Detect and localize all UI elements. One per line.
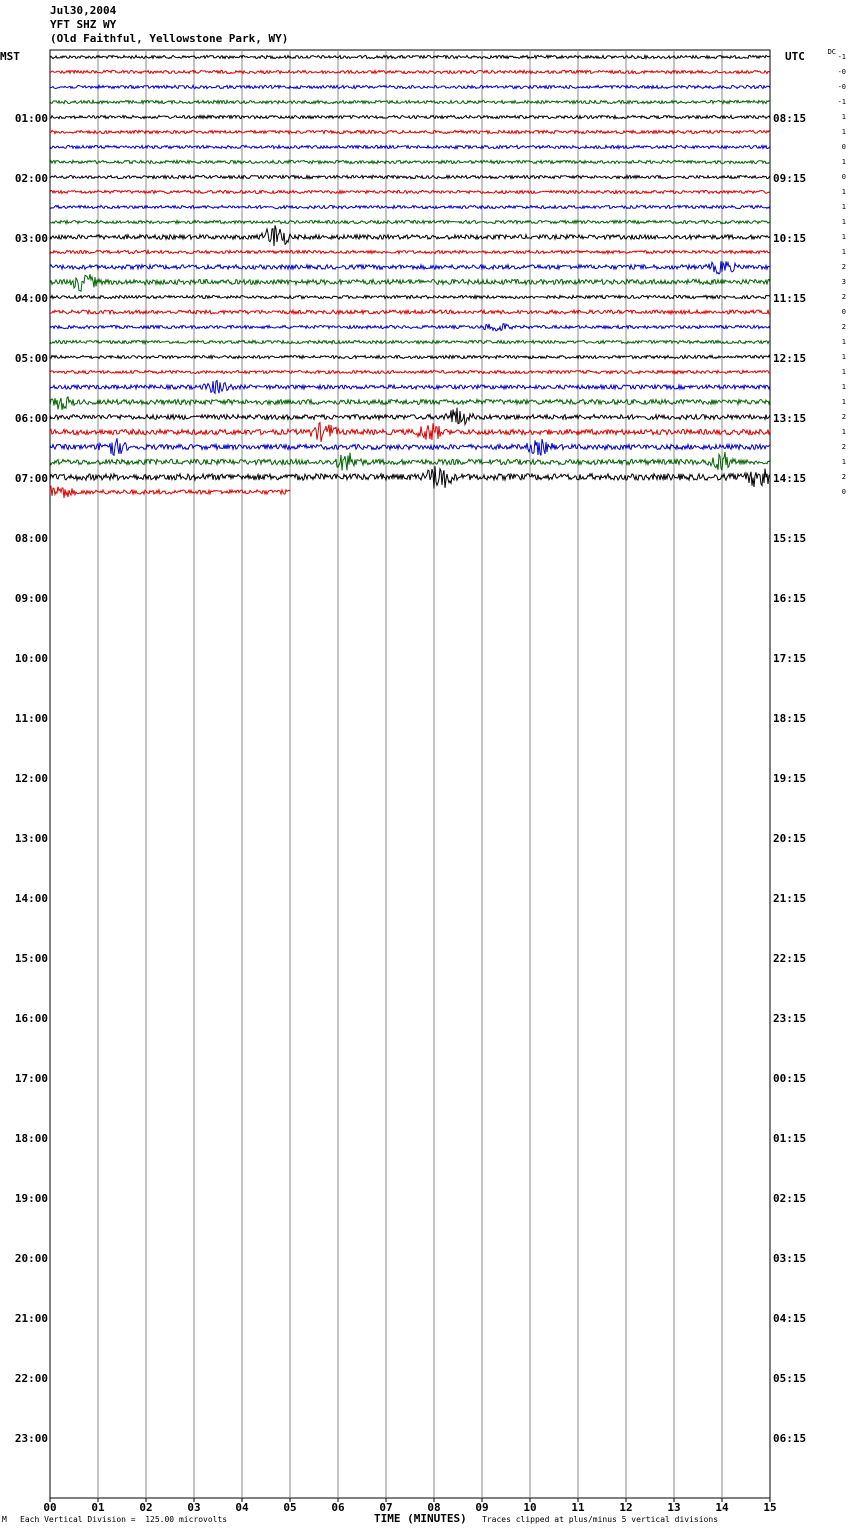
minute-tick-label: 01 bbox=[91, 1501, 105, 1514]
left-hour-label: 05:00 bbox=[14, 352, 48, 365]
minute-tick-label: 07 bbox=[379, 1501, 393, 1514]
dc-offset-label: 1 bbox=[841, 188, 846, 196]
seismogram-trace bbox=[50, 85, 770, 88]
seismogram-trace bbox=[50, 190, 770, 193]
right-hour-label: 13:15 bbox=[773, 412, 807, 425]
seismogram-trace bbox=[50, 438, 770, 455]
seismogram-trace bbox=[50, 250, 770, 253]
dc-offset-label: -1 bbox=[837, 53, 846, 61]
left-hour-label: 18:00 bbox=[14, 1132, 48, 1145]
left-hour-label: 04:00 bbox=[14, 292, 48, 305]
left-hour-label: 17:00 bbox=[14, 1072, 48, 1085]
minute-tick-label: 03 bbox=[187, 1501, 201, 1514]
left-hour-label: 09:00 bbox=[14, 592, 48, 605]
right-hour-label: 08:15 bbox=[773, 112, 807, 125]
seismogram-trace bbox=[50, 55, 770, 58]
right-hour-label: 00:15 bbox=[773, 1072, 807, 1085]
seismogram-trace bbox=[50, 408, 770, 425]
dc-offset-label: 1 bbox=[841, 233, 846, 241]
seismogram-trace bbox=[50, 355, 770, 358]
dc-offset-label: 0 bbox=[841, 143, 846, 151]
seismogram-trace bbox=[50, 370, 770, 373]
left-hour-label: 02:00 bbox=[14, 172, 48, 185]
dc-offset-label: 2 bbox=[841, 263, 846, 271]
right-hour-label: 10:15 bbox=[773, 232, 807, 245]
right-hour-label: 20:15 bbox=[773, 832, 807, 845]
date-label: Jul30,2004 bbox=[50, 4, 117, 17]
right-hour-label: 15:15 bbox=[773, 532, 807, 545]
right-timezone-label: UTC bbox=[785, 50, 805, 63]
dc-offset-label: 0 bbox=[841, 308, 846, 316]
dc-header: DC bbox=[827, 48, 836, 56]
seismogram-trace bbox=[50, 70, 770, 73]
minute-tick-label: 12 bbox=[619, 1501, 633, 1514]
seismogram-trace bbox=[50, 295, 770, 298]
dc-offset-label: 2 bbox=[841, 413, 846, 421]
seismogram-trace bbox=[50, 115, 770, 118]
right-hour-label: 01:15 bbox=[773, 1132, 807, 1145]
minute-tick-label: 15 bbox=[763, 1501, 777, 1514]
left-hour-label: 21:00 bbox=[14, 1312, 48, 1325]
dc-offset-label: 3 bbox=[841, 278, 846, 286]
minute-tick-label: 00 bbox=[43, 1501, 57, 1514]
dc-offset-label: -1 bbox=[837, 98, 846, 106]
left-hour-label: 07:00 bbox=[14, 472, 48, 485]
seismogram-trace bbox=[50, 205, 770, 208]
seismogram-trace bbox=[50, 324, 770, 331]
right-hour-label: 22:15 bbox=[773, 952, 807, 965]
minute-tick-label: 05 bbox=[283, 1501, 297, 1514]
left-hour-label: 19:00 bbox=[14, 1192, 48, 1205]
seismogram-trace bbox=[50, 100, 770, 103]
dc-offset-label: 1 bbox=[841, 113, 846, 121]
left-hour-label: 10:00 bbox=[14, 652, 48, 665]
dc-offset-label: -0 bbox=[837, 83, 846, 91]
station-label: YFT SHZ WY bbox=[50, 18, 117, 31]
seismogram-trace bbox=[50, 487, 290, 498]
seismogram-trace bbox=[50, 160, 770, 163]
minute-tick-label: 10 bbox=[523, 1501, 537, 1514]
right-hour-label: 09:15 bbox=[773, 172, 807, 185]
dc-offset-label: 2 bbox=[841, 323, 846, 331]
minute-tick-label: 13 bbox=[667, 1501, 681, 1514]
left-hour-label: 03:00 bbox=[14, 232, 48, 245]
seismogram-trace bbox=[50, 423, 770, 442]
seismogram-trace bbox=[50, 397, 770, 410]
minute-tick-label: 02 bbox=[139, 1501, 153, 1514]
left-hour-label: 01:00 bbox=[14, 112, 48, 125]
dc-offset-label: 1 bbox=[841, 398, 846, 406]
corner-mark: M bbox=[2, 1515, 7, 1524]
seismogram-trace bbox=[50, 310, 770, 314]
minute-tick-label: 11 bbox=[571, 1501, 585, 1514]
seismogram-trace bbox=[50, 380, 770, 393]
right-hour-label: 05:15 bbox=[773, 1372, 807, 1385]
dc-offset-label: 1 bbox=[841, 203, 846, 211]
seismogram-trace bbox=[50, 175, 770, 178]
left-hour-label: 15:00 bbox=[14, 952, 48, 965]
minute-tick-label: 06 bbox=[331, 1501, 345, 1514]
right-hour-label: 16:15 bbox=[773, 592, 807, 605]
seismogram-trace bbox=[50, 145, 770, 148]
seismogram-trace bbox=[50, 466, 770, 488]
dc-offset-label: 1 bbox=[841, 218, 846, 226]
scale-note: Each Vertical Division = 125.00 microvolts bbox=[20, 1515, 228, 1524]
dc-offset-label: -0 bbox=[837, 68, 846, 76]
dc-offset-label: 1 bbox=[841, 248, 846, 256]
dc-offset-label: 0 bbox=[841, 173, 846, 181]
left-hour-label: 23:00 bbox=[14, 1432, 48, 1445]
left-hour-label: 06:00 bbox=[14, 412, 48, 425]
minute-tick-label: 08 bbox=[427, 1501, 441, 1514]
seismogram-trace bbox=[50, 225, 770, 246]
seismogram-trace bbox=[50, 274, 770, 291]
right-hour-label: 06:15 bbox=[773, 1432, 807, 1445]
dc-offset-label: 1 bbox=[841, 383, 846, 391]
right-hour-label: 17:15 bbox=[773, 652, 807, 665]
left-timezone-label: MST bbox=[0, 50, 20, 63]
right-hour-label: 21:15 bbox=[773, 892, 807, 905]
dc-offset-label: 1 bbox=[841, 458, 846, 466]
right-hour-label: 14:15 bbox=[773, 472, 807, 485]
dc-offset-label: 1 bbox=[841, 158, 846, 166]
dc-offset-label: 1 bbox=[841, 338, 846, 346]
dc-offset-label: 2 bbox=[841, 473, 846, 481]
left-hour-label: 12:00 bbox=[14, 772, 48, 785]
right-hour-label: 11:15 bbox=[773, 292, 807, 305]
dc-offset-label: 2 bbox=[841, 443, 846, 451]
seismogram-trace bbox=[50, 220, 770, 223]
minute-tick-label: 09 bbox=[475, 1501, 489, 1514]
right-hour-label: 18:15 bbox=[773, 712, 807, 725]
right-hour-label: 19:15 bbox=[773, 772, 807, 785]
seismogram-trace bbox=[50, 130, 770, 133]
left-hour-label: 22:00 bbox=[14, 1372, 48, 1385]
clip-note: Traces clipped at plus/minus 5 vertical divisions bbox=[482, 1515, 719, 1524]
location-label: (Old Faithful, Yellowstone Park, WY) bbox=[50, 32, 289, 45]
seismogram-trace bbox=[50, 452, 770, 470]
left-hour-label: 16:00 bbox=[14, 1012, 48, 1025]
dc-offset-label: 1 bbox=[841, 128, 846, 136]
seismogram-trace bbox=[50, 261, 770, 274]
dc-offset-label: 0 bbox=[841, 488, 846, 496]
minute-tick-label: 14 bbox=[715, 1501, 729, 1514]
right-hour-label: 12:15 bbox=[773, 352, 807, 365]
dc-offset-label: 2 bbox=[841, 293, 846, 301]
dc-offset-label: 1 bbox=[841, 368, 846, 376]
x-axis-title: TIME (MINUTES) bbox=[374, 1512, 467, 1525]
left-hour-label: 14:00 bbox=[14, 892, 48, 905]
left-hour-label: 20:00 bbox=[14, 1252, 48, 1265]
right-hour-label: 23:15 bbox=[773, 1012, 807, 1025]
seismogram-trace bbox=[50, 340, 770, 343]
left-hour-label: 13:00 bbox=[14, 832, 48, 845]
minute-tick-label: 04 bbox=[235, 1501, 249, 1514]
left-hour-label: 11:00 bbox=[14, 712, 48, 725]
right-hour-label: 02:15 bbox=[773, 1192, 807, 1205]
right-hour-label: 04:15 bbox=[773, 1312, 807, 1325]
left-hour-label: 08:00 bbox=[14, 532, 48, 545]
dc-offset-label: 1 bbox=[841, 428, 846, 436]
right-hour-label: 03:15 bbox=[773, 1252, 807, 1265]
dc-offset-label: 1 bbox=[841, 353, 846, 361]
